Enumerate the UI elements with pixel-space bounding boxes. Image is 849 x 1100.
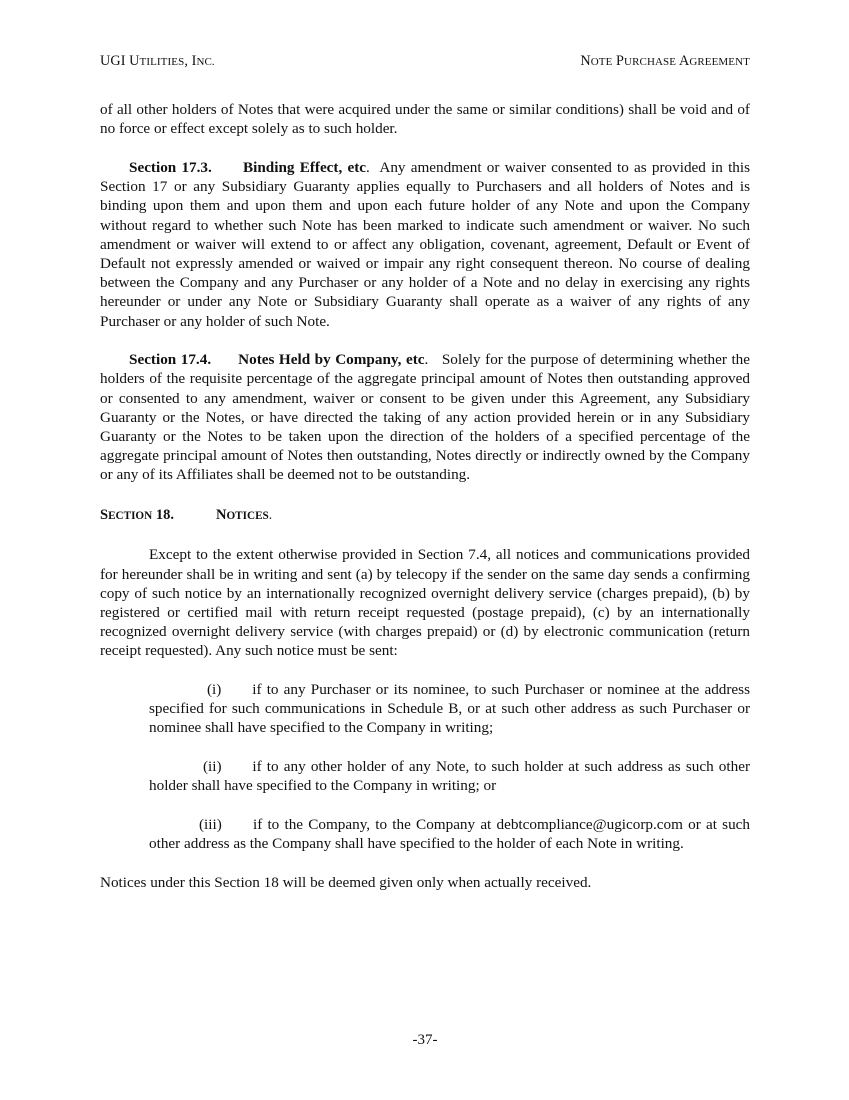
notice-item-iii-marker: (iii) <box>199 816 222 834</box>
header-left-small: TILITIES <box>139 56 185 68</box>
notice-item-ii <box>149 757 750 795</box>
section-17-3-title-period: . <box>366 158 370 176</box>
section-17-4-paragraph <box>100 350 750 484</box>
section-18-intro-paragraph: Except to the extent otherwise provided in Section 7.4, all notices and communications provided for hereunder shall be in writing and sent (a) by telecopy if the sender on the same day sends a confirming copy of such notice by an internationally recognized overnight delivery service (charges prepaid), (b) by registered or certified mail with return receipt requested (postage prepaid), (c) by an internationally recognized overnight delivery service (with charges prepaid) or (d) by electronic communication (return receipt requested). Any such notice must be sent: <box>100 546 750 660</box>
section-18-period: . <box>268 506 273 522</box>
header-right-small3: GREEMENT <box>689 56 750 68</box>
header-document-title <box>580 52 750 72</box>
header-left-end: NC. <box>196 56 215 68</box>
section-18-num: 18. <box>152 506 174 523</box>
section-17-3-body: Any amendment or waiver consented to as provided in this Section 17 or any Subsidiary Guaranty applies equally to Purchasers and all holders of Notes and is binding upon them and upon them and upon each future holder of any Note and upon the Company without regard to whether such Note has been marked to indicate such amendment or waiver. No such amendment or waiver will extend to or affect any obligation, covenant, agreement, Default or Event of Default not expressly amended or waived or impair any right consequent thereon. No course of dealing between the Company and any Purchaser or any holder of a Note and no delay in exercising any rights hereunder or under any Note or Subsidiary Guaranty shall operate as a waiver of any rights of any Purchaser or any holder of such Note. <box>100 158 751 330</box>
document-body <box>100 100 750 892</box>
header-left-cap: UGI U <box>100 53 140 69</box>
notice-item-ii-text: if to any other holder of any Note, to such holder at such address as such other holder shall have specified to the Company in writing; or <box>149 758 751 795</box>
section-17-3-paragraph <box>100 158 750 331</box>
header-right-small1: OTE <box>590 56 613 68</box>
section-17-4-number: Section 17.4. <box>129 351 212 369</box>
continuation-paragraph: of all other holders of Notes that were acquired under the same or similar conditions) shall be void and of no force or effect except solely as to such holder. <box>100 101 750 138</box>
section-18-ection: ECTION <box>108 509 153 522</box>
section-17-4-body: Solely for the purpose of determining whether the holders of the requisite percentage of the aggregate principal amount of Notes then outstanding approved or consented to any amendment, waiver or consent to be given under this Agreement, any Subsidiary Guaranty or the Notes, or have directed the taking of any action provided herein or in any Subsidiary Guaranty or the Notes to be taken upon the direction of the holders of a specified percentage of the aggregate principal amount of Notes then outstanding, Notes directly or indirectly owned by the Company or any of its Affiliates shall be deemed not to be outstanding. <box>100 351 751 484</box>
header-right-cap2: P <box>612 53 625 69</box>
notice-item-iii-text: if to the Company, to the Company at debtcompliance@ugicorp.com or at such other address as the Company shall have specified to the holder of each Note in writing. <box>149 816 750 853</box>
section-17-3-title: Binding Effect, etc <box>243 158 367 176</box>
section-18-closing-paragraph: Notices under this Section 18 will be deemed given only when actually received. <box>100 874 592 891</box>
section-18-heading <box>100 505 750 526</box>
header-right-cap3: A <box>676 53 690 69</box>
section-18-n: N <box>216 506 227 523</box>
notice-item-ii-marker: (ii) <box>203 758 222 776</box>
section-18-otices: OTICES <box>226 509 269 522</box>
header-right-small2: URCHASE <box>624 56 677 68</box>
notice-item-i <box>149 680 750 738</box>
header-company-name <box>100 52 215 72</box>
notice-item-i-text: if to any Purchaser or its nominee, to such Purchaser or nominee at the address specified for such communications in Schedule B, or at such other address as such Purchaser or nominee shall have specified to the Company in writing; <box>149 681 750 737</box>
running-header <box>100 52 750 72</box>
section-18-number <box>100 505 216 526</box>
document-page <box>100 0 750 1100</box>
notice-item-i-marker: (i) <box>207 681 222 699</box>
section-17-3-number: Section 17.3. <box>129 158 212 176</box>
notice-item-iii <box>149 815 750 853</box>
section-17-4-title-period: . <box>424 351 429 369</box>
header-left-sep: , I <box>184 53 197 69</box>
section-18-title <box>216 507 269 522</box>
section-18-s: S <box>100 506 109 523</box>
section-17-4-title: Notes Held by Company, etc <box>238 351 425 369</box>
header-right-cap1: N <box>580 53 591 69</box>
page-number: -37- <box>412 1032 438 1048</box>
